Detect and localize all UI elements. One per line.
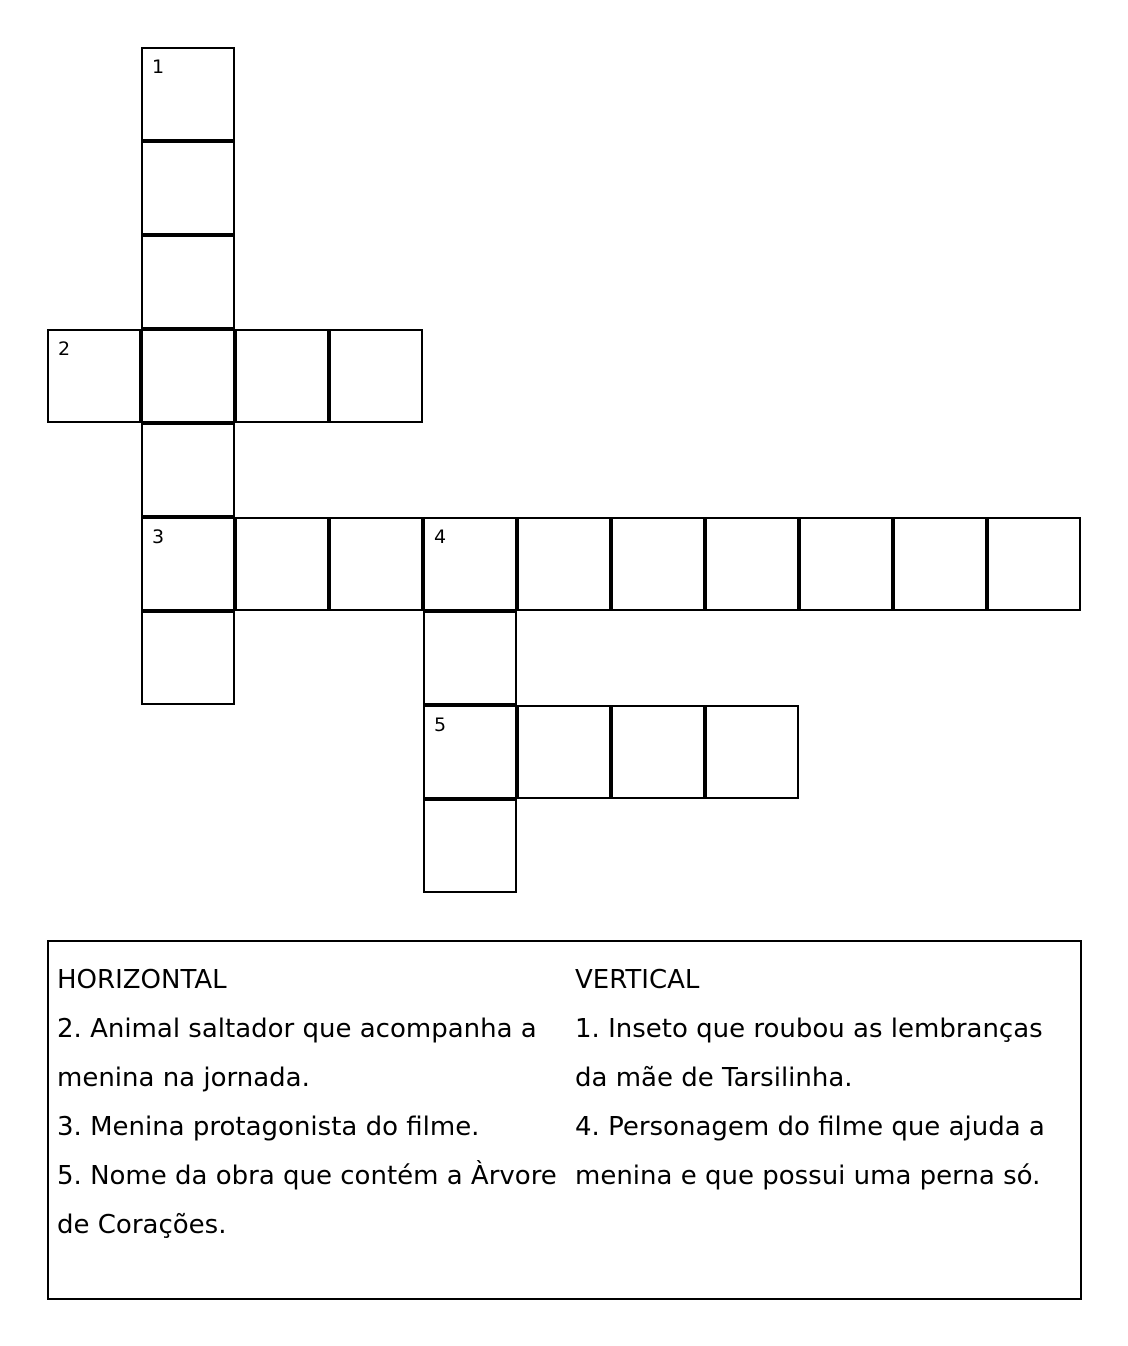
crossword-cell[interactable]: [141, 329, 235, 423]
crossword-cell[interactable]: [141, 235, 235, 329]
crossword-cell[interactable]: [141, 517, 235, 611]
crossword-cell[interactable]: [893, 517, 987, 611]
crossword-cell[interactable]: [329, 329, 423, 423]
crossword-cell[interactable]: [705, 705, 799, 799]
horizontal-clues: [57, 956, 562, 1250]
crossword-cell[interactable]: [705, 517, 799, 611]
crossword-cell[interactable]: [423, 611, 517, 705]
horizontal-clue-3: 3. Menina protagonista do filme.: [57, 1112, 480, 1142]
vertical-clue-4: 4. Personagem do filme que ajuda a menina e que possui uma perna só.: [575, 1112, 1045, 1191]
vertical-heading: VERTICAL: [575, 965, 700, 995]
vertical-clue-1: 1. Inseto que roubou as lembranças da mãe de Tarsilinha.: [575, 1014, 1043, 1093]
clue-number: 2: [58, 338, 71, 360]
clue-number: 4: [434, 526, 447, 548]
horizontal-clue-2: 2. Animal saltador que acompanha a menina na jornada.: [57, 1014, 537, 1093]
crossword-cell[interactable]: [329, 517, 423, 611]
clues-box: [47, 940, 1082, 1300]
horizontal-heading: HORIZONTAL: [57, 965, 227, 995]
crossword-cell[interactable]: [47, 329, 141, 423]
horizontal-clue-5: 5. Nome da obra que contém a Àrvore de Corações.: [57, 1161, 557, 1240]
crossword-cell[interactable]: [611, 517, 705, 611]
crossword-cell[interactable]: [517, 517, 611, 611]
clue-number: 1: [152, 56, 165, 78]
crossword-cell[interactable]: [987, 517, 1081, 611]
crossword-cell[interactable]: [141, 141, 235, 235]
crossword-cell[interactable]: [423, 517, 517, 611]
crossword-cell[interactable]: [235, 517, 329, 611]
clue-number: 3: [152, 526, 165, 548]
crossword-cell[interactable]: [423, 705, 517, 799]
clue-number: 5: [434, 714, 447, 736]
crossword-cell[interactable]: [517, 705, 611, 799]
crossword-cell[interactable]: [141, 47, 235, 141]
crossword-cell[interactable]: [611, 705, 705, 799]
vertical-clues: [575, 956, 1080, 1201]
crossword-cell[interactable]: [799, 517, 893, 611]
crossword-cell[interactable]: [141, 611, 235, 705]
crossword-cell[interactable]: [235, 329, 329, 423]
crossword-cell[interactable]: [141, 423, 235, 517]
crossword-cell[interactable]: [423, 799, 517, 893]
